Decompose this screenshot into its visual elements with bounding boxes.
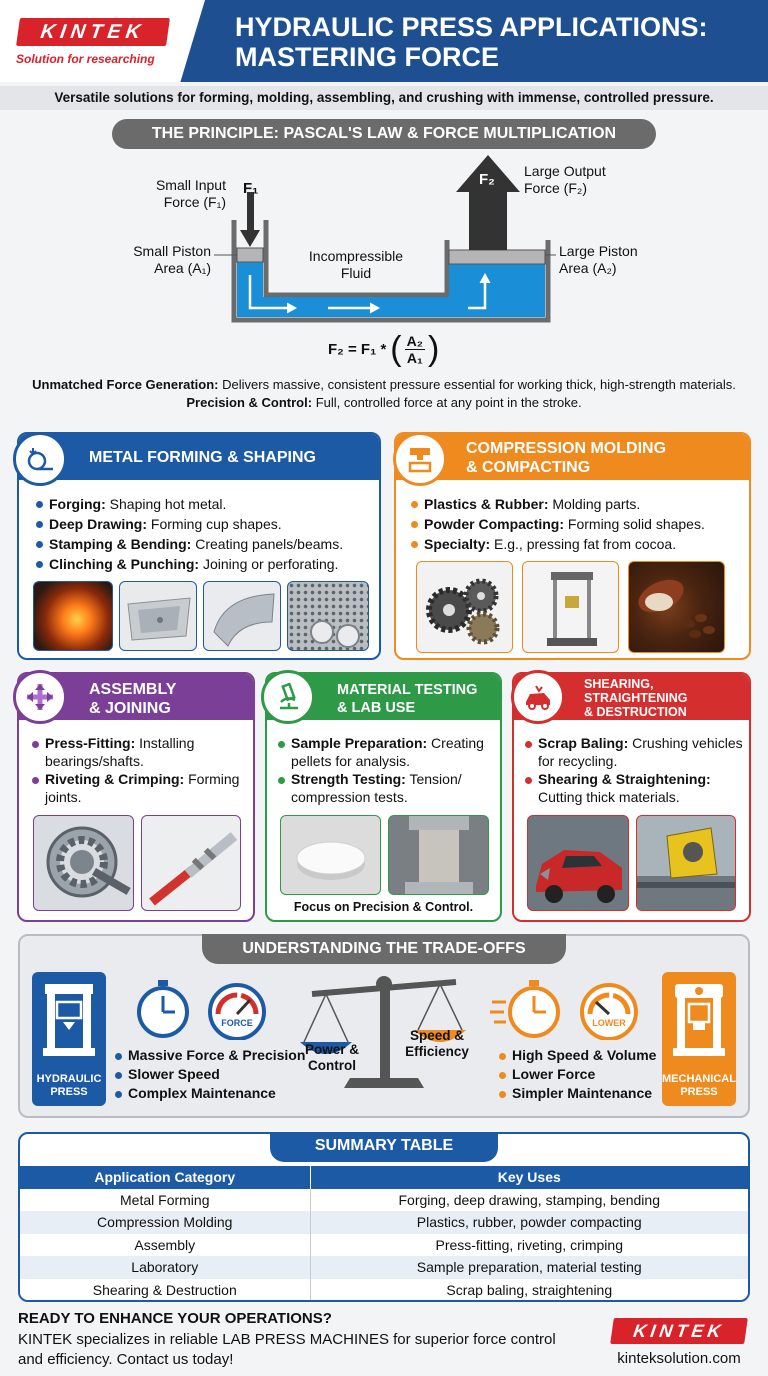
small-piston-label: Small Piston Area (A₁) xyxy=(133,243,211,276)
list-item: Specialty: E.g., pressing fat from cocoa. xyxy=(410,534,749,554)
list-item: Massive Force & Precision xyxy=(114,1046,305,1065)
table-header-uses: Key Uses xyxy=(497,1169,561,1186)
tradeoffs-heading: UNDERSTANDING THE TRADE-OFFS xyxy=(202,934,566,964)
list-item: Stamping & Bending: Creating panels/beams. xyxy=(35,534,379,554)
list-item: High Speed & Volume xyxy=(498,1046,656,1065)
mechanical-label-1: MECHANICAL xyxy=(662,1073,736,1085)
input-force-arrow xyxy=(240,230,260,247)
hydraulic-tradeoff-list xyxy=(114,1046,305,1103)
cta-heading: READY TO ENHANCE YOUR OPERATIONS? xyxy=(18,1310,332,1327)
fast-stopwatch-icon xyxy=(490,976,566,1040)
list-item: Strength Testing: Tension/ compression tests. xyxy=(277,770,500,806)
compression-test-image xyxy=(388,815,489,895)
mechanical-tradeoff-list xyxy=(498,1046,656,1103)
list-item: Press-Fitting: Installing bearings/shafts. xyxy=(31,734,253,770)
forging-image xyxy=(33,581,113,651)
list-item: Sample Preparation: Creating pellets for analysis. xyxy=(277,734,500,770)
page-title: HYDRAULIC PRESS APPLICATIONS: MASTERING FORCE xyxy=(235,12,708,72)
testing-list xyxy=(277,734,500,806)
list-item: Plastics & Rubber: Molding parts. xyxy=(410,494,749,514)
principle-heading: THE PRINCIPLE: PASCAL'S LAW & FORCE MULTIPLICATION xyxy=(112,119,656,149)
mechanical-press-icon xyxy=(671,982,727,1058)
assembly-title: ASSEMBLY & JOINING xyxy=(19,674,253,720)
table-header-category: Application Category xyxy=(20,1166,310,1189)
website-link[interactable]: kinteksolution.com xyxy=(617,1350,741,1367)
metal-roll-icon xyxy=(13,432,67,486)
microscope-icon xyxy=(261,670,315,724)
principle-points: Unmatched Force Generation: Delivers massive, consistent pressure essential for working thick, high-strength materials. Precision & Control: Full, controlled force at any point in the stroke. xyxy=(32,377,736,410)
pellet-image xyxy=(280,815,381,895)
list-item: Complex Maintenance xyxy=(114,1084,305,1103)
list-item: Simpler Maintenance xyxy=(498,1084,656,1103)
input-force-label: Small Input Force (F₁) xyxy=(155,177,226,210)
brand-tagline: Solution for researching xyxy=(16,52,155,66)
list-item: Shearing & Straightening: Cutting thick materials. xyxy=(524,770,749,806)
metal-forming-list xyxy=(35,494,379,574)
page-subtitle: Versatile solutions for forming, molding, assembling, and crushing with immense, controlled pressure. xyxy=(0,86,768,110)
gears-image xyxy=(416,561,513,653)
power-control-label: Power & Control xyxy=(304,1042,359,1073)
gauge-lower-label: LOWER xyxy=(592,1018,626,1028)
f1-label: F₁ xyxy=(243,180,259,197)
testing-title: MATERIAL TESTING & LAB USE xyxy=(267,674,500,720)
bearing-image xyxy=(33,815,134,911)
cocoa-image xyxy=(628,561,725,653)
list-item: Deep Drawing: Forming cup shapes. xyxy=(35,514,379,534)
hydraulic-label-2: PRESS xyxy=(50,1086,88,1098)
table-row: Metal Forming Forging, deep drawing, stamping, bending xyxy=(20,1189,748,1212)
metal-forming-title: METAL FORMING & SHAPING xyxy=(19,434,379,480)
output-force-arrow xyxy=(456,155,520,250)
list-item: Riveting & Crimping: Forming joints. xyxy=(31,770,253,806)
table-row: Compression Molding Plastics, rubber, powder compacting xyxy=(20,1211,748,1234)
crimp-image xyxy=(141,815,241,911)
scrap-car-image xyxy=(527,815,629,911)
mechanical-press-tile xyxy=(662,972,736,1106)
table-row: Laboratory Sample preparation, material testing xyxy=(20,1256,748,1279)
assembly-list xyxy=(31,734,253,806)
table-row: Shearing & Destruction Scrap baling, straightening xyxy=(20,1279,748,1302)
kintek-logo[interactable]: KINTEK xyxy=(16,18,170,46)
large-piston-label: Large Piston Area (A₂) xyxy=(559,243,638,276)
testing-caption: Focus on Precision & Control. xyxy=(293,900,474,914)
shear-machine-image xyxy=(636,815,736,911)
large-piston xyxy=(449,250,545,264)
output-force-label: Large Output Force (F₂) xyxy=(524,163,606,196)
pascal-formula: F₂ = F₁ * ( A₂ A₁ ) xyxy=(328,330,440,368)
table-row: Assembly Press-fitting, riveting, crimping xyxy=(20,1234,748,1257)
gauge-force-label: FORCE xyxy=(221,1018,253,1028)
lower-gauge-icon xyxy=(576,980,642,1040)
footer-kintek-logo[interactable]: KINTEK xyxy=(610,1318,748,1344)
summary-table xyxy=(20,1166,748,1301)
stopwatch-icon xyxy=(130,976,200,1040)
hydraulic-press-tile xyxy=(32,972,106,1106)
shearing-title: SHEARING, STRAIGHTENING & DESTRUCTION xyxy=(514,674,749,720)
force-gauge-icon xyxy=(204,980,270,1040)
perforated-sheet-image xyxy=(287,581,369,651)
assembly-arrows-icon xyxy=(13,670,67,724)
speed-efficiency-label: Speed & Efficiency xyxy=(405,1028,469,1059)
hydraulic-label-1: HYDRAULIC xyxy=(36,1073,102,1085)
molding-list xyxy=(410,494,749,554)
list-item: Slower Speed xyxy=(114,1065,305,1084)
mechanical-label-2: PRESS xyxy=(680,1086,718,1098)
list-item: Clinching & Punching: Joining or perforating. xyxy=(35,554,379,574)
list-item: Scrap Baling: Crushing vehicles for recycling. xyxy=(524,734,749,770)
molding-title: COMPRESSION MOLDING & COMPACTING xyxy=(396,434,749,480)
f2-label: F₂ xyxy=(479,171,495,188)
list-item: Forging: Shaping hot metal. xyxy=(35,494,379,514)
lab-press-image xyxy=(522,561,619,653)
small-piston xyxy=(237,248,263,262)
sink-image xyxy=(119,581,197,651)
cta-body: KINTEK specializes in reliable LAB PRESS MACHINES for superior force control and efficiency. Contact us today! xyxy=(18,1331,556,1368)
hydraulic-press-icon xyxy=(41,982,97,1058)
fluid-label: Incompressible Fluid xyxy=(308,248,404,281)
summary-heading: SUMMARY TABLE xyxy=(270,1132,498,1162)
crushed-car-icon xyxy=(511,670,565,724)
list-item: Lower Force xyxy=(498,1065,656,1084)
shearing-list xyxy=(524,734,749,806)
list-item: Powder Compacting: Forming solid shapes. xyxy=(410,514,749,534)
stamped-panel-image xyxy=(203,581,281,651)
mold-press-icon xyxy=(393,432,447,486)
